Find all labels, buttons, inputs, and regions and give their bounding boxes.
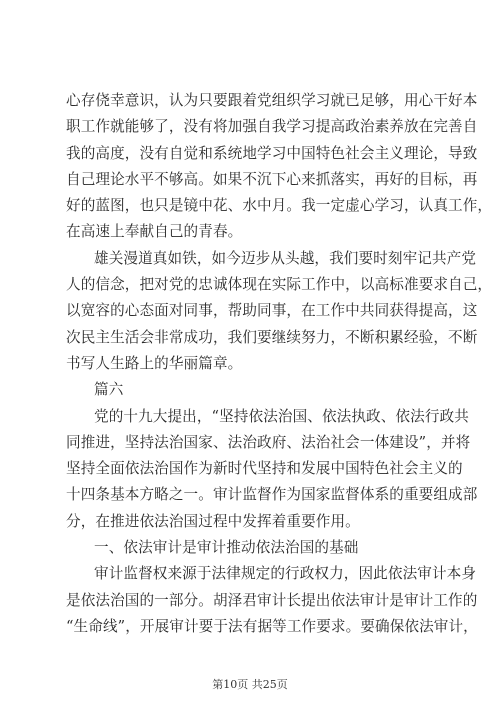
- text-line: 党的十九大提出，“坚持依法治国、依法执政、依法行政共: [94, 407, 469, 425]
- text-line: 书写人生路上的华丽篇章。: [66, 354, 243, 372]
- text-line: 好的蓝图，也只是镜中花、水中月。我一定虚心学习，认真工作，: [66, 197, 493, 215]
- text-line: 心存侥幸意识，认为只要跟着党组织学习就已足够，用心干好本: [66, 92, 478, 109]
- text-line: 坚持全面依法治国作为新时代坚持和发展中国特色社会主义的: [66, 460, 463, 478]
- text-line: 自己理论水平不够高。如果不沉下心来抓落实，再好的目标，再: [66, 170, 478, 188]
- text-line: 十四条基本方略之一。审计监督作为国家监督体系的重要组成部: [66, 486, 478, 504]
- text-line: “生命线”，开展审计要于法有据等工作要求。要确保依法审计，: [66, 617, 478, 635]
- text-line: 是依法治国的一部分。胡泽君审计长提出依法审计是审计工作的: [66, 591, 478, 609]
- text-line: 篇六: [94, 381, 124, 399]
- text-line: 人的信念，把对党的忠诚体现在实际工作中，以高标准要求自己，: [66, 276, 493, 294]
- text-line: 以宽容的心态面对同事，帮助同事，在工作中共同获得提高，这: [66, 302, 478, 320]
- text-line: 我的高度，没有自觉和系统地学习中国特色社会主义理论，导致: [66, 144, 478, 162]
- text-line: 雄关漫道真如铁，如今迈步从头越，我们要时刻牢记共产党: [94, 249, 477, 267]
- text-line: 分，在推进依法治国过程中发挥着重要作用。: [66, 512, 360, 530]
- text-line: 一、依法审计是审计推动依法治国的基础: [94, 539, 359, 557]
- text-line: 职工作就能够了，没有将加强自我学习提高政治素养放在完善自: [66, 118, 478, 136]
- text-line: 同推进，坚持法治国家、法治政府、法治社会一体建设”，并将: [66, 433, 471, 451]
- text-line: 次民主生活会非常成功，我们要继续努力，不断积累经验，不断: [66, 328, 478, 346]
- page-footer: 第10页 共25页: [212, 678, 288, 691]
- document-body: [66, 88, 493, 640]
- text-line: 审计监督权来源于法律规定的行政权力，因此依法审计本身: [94, 565, 477, 583]
- text-line: 在高速上奉献自己的青春。: [66, 223, 243, 241]
